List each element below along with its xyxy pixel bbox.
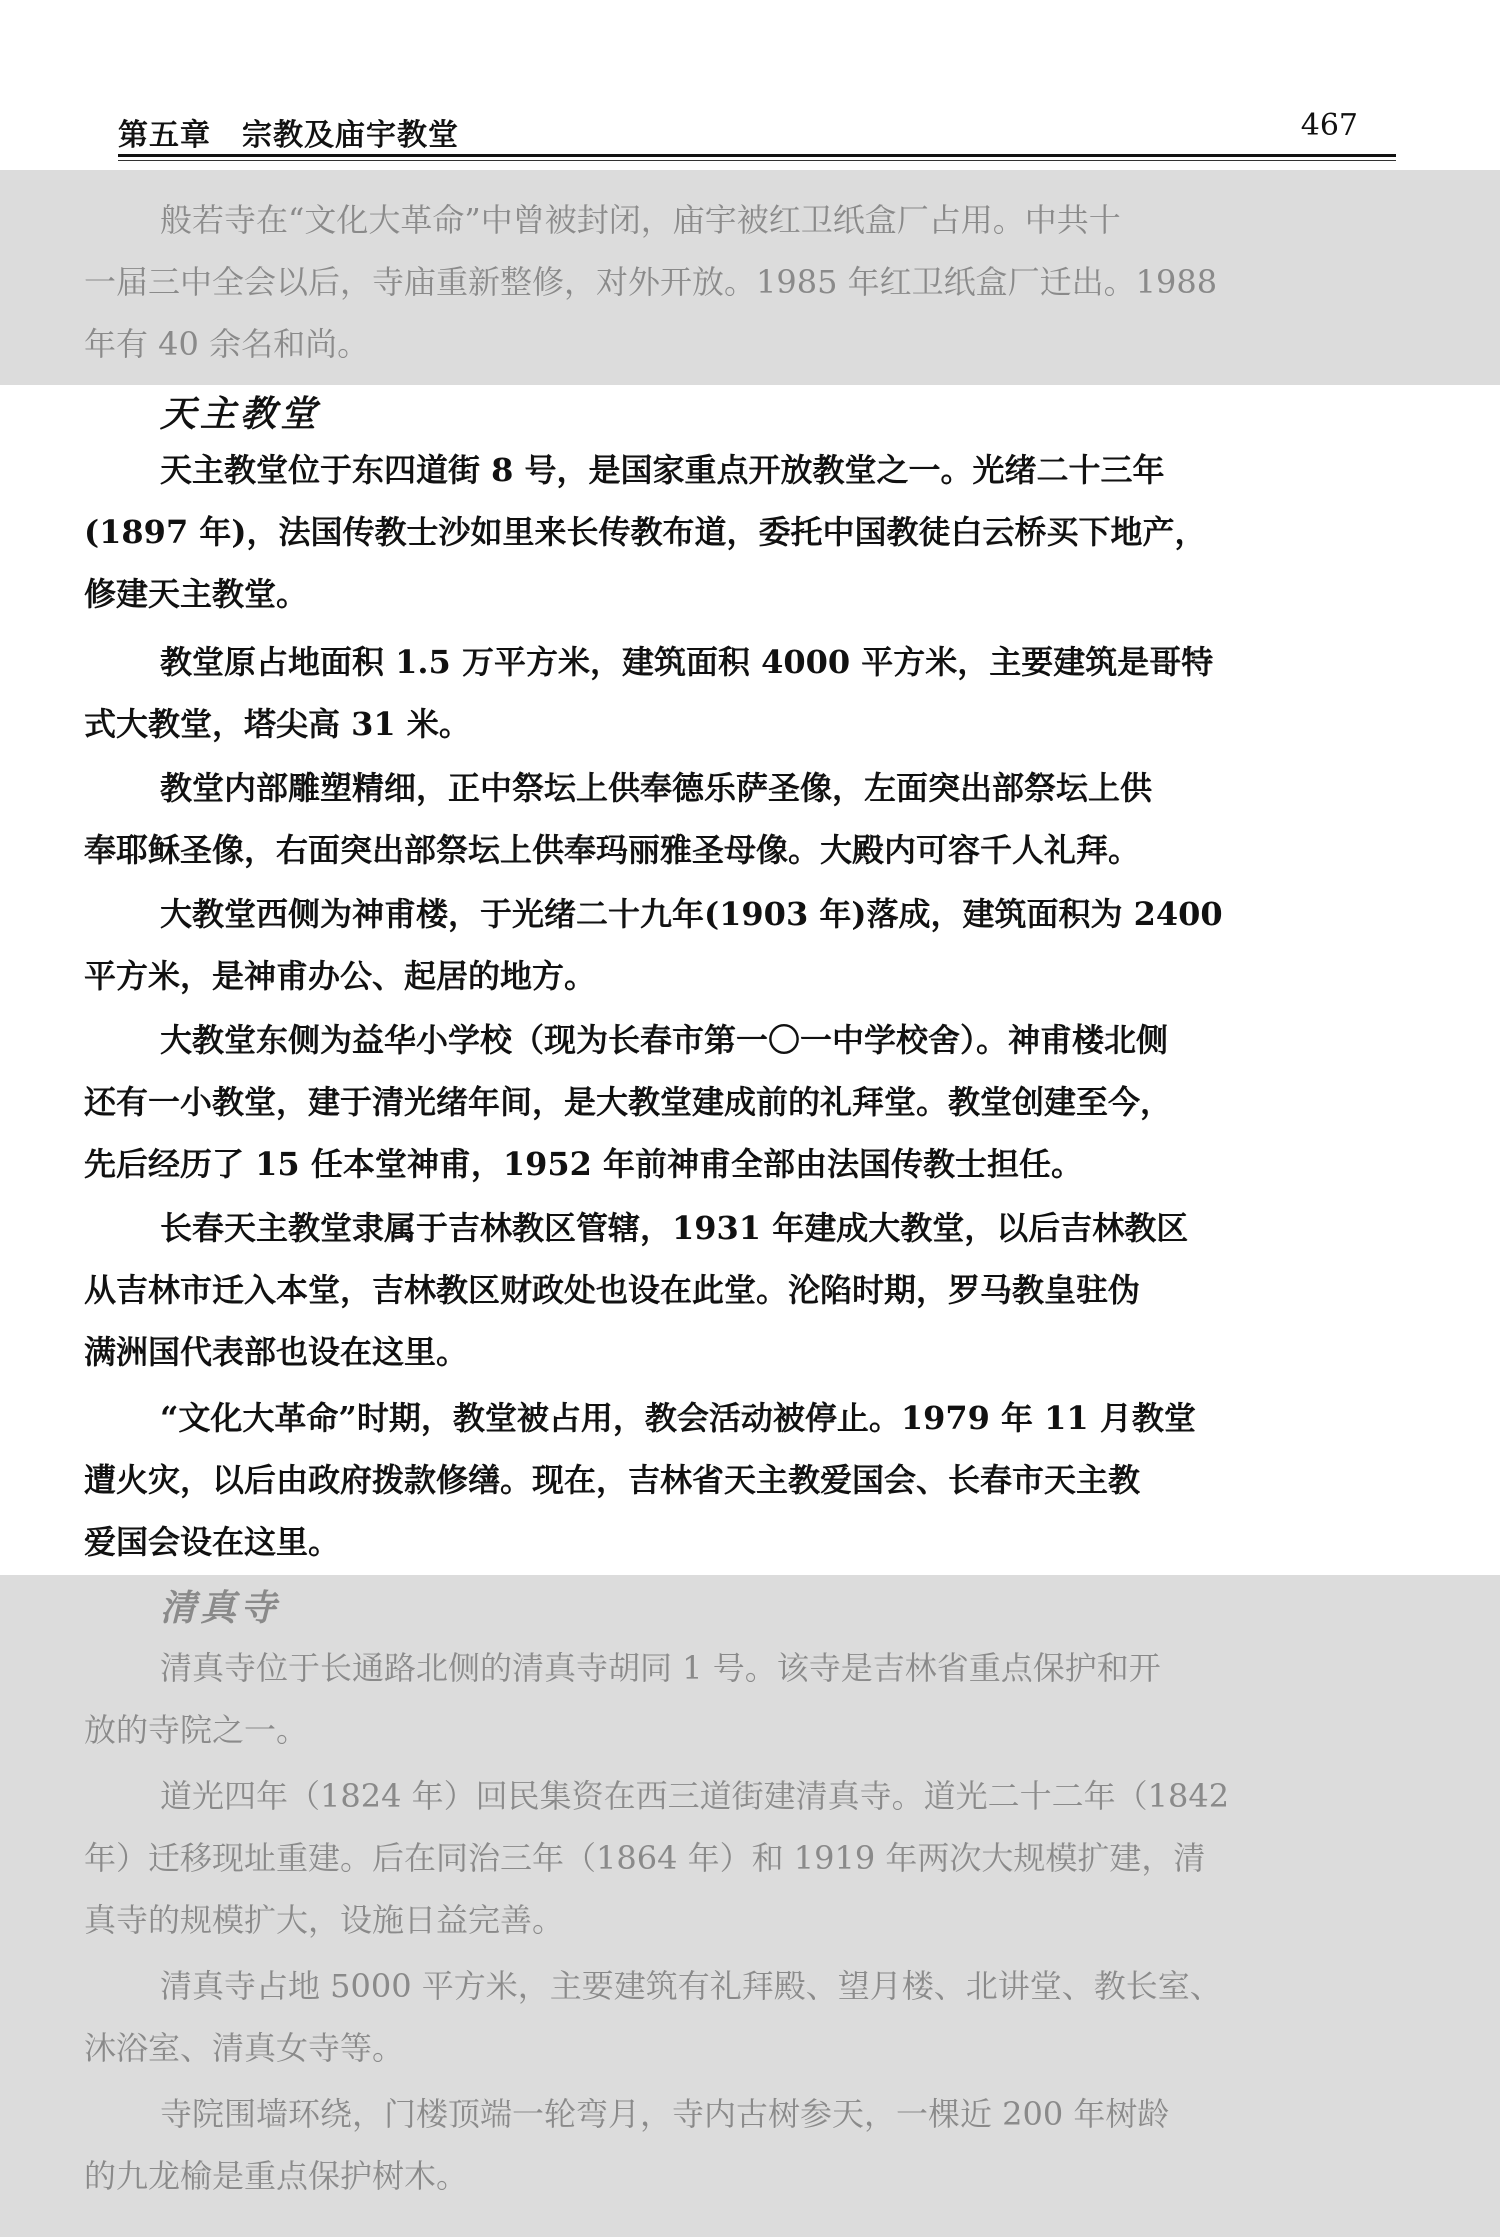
section-heading: 天主教堂 — [160, 393, 321, 435]
text-line: 长春天主教堂隶属于吉林教区管辖，1931 年建成大教堂，以后吉林教区 — [160, 1209, 1189, 1247]
text-line: 先后经历了 15 任本堂神甫，1952 年前神甫全部由法国传教士担任。 — [84, 1145, 1084, 1183]
text-line: 道光四年（1824 年）回民集资在西三道街建清真寺。道光二十二年（1842 — [160, 1777, 1230, 1815]
page-header — [118, 108, 1396, 154]
text-line: 式大教堂，塔尖高 31 米。 — [84, 705, 471, 743]
text-line: 大教堂西侧为神甫楼，于光绪二十九年(1903 年)落成，建筑面积为 2400 — [160, 895, 1223, 933]
text-line: 真寺的规模扩大，设施日益完善。 — [84, 1901, 565, 1939]
text-line: 教堂内部雕塑精细，正中祭坛上供奉德乐萨圣像，左面突出部祭坛上供 — [160, 769, 1153, 807]
text-line: 天主教堂位于东四道街 8 号，是国家重点开放教堂之一。光绪二十三年 — [160, 451, 1165, 489]
text-line: 的九龙榆是重点保护树木。 — [84, 2157, 469, 2195]
text-line: 平方米，是神甫办公、起居的地方。 — [84, 957, 597, 995]
text-line: 奉耶稣圣像，右面突出部祭坛上供奉玛丽雅圣母像。大殿内可容千人礼拜。 — [84, 831, 1141, 869]
text-line: 遭火灾，以后由政府拨款修缮。现在，吉林省天主教爱国会、长春市天主教 — [84, 1461, 1141, 1499]
text-line: “文化大革命”时期，教堂被占用，教会活动被停止。1979 年 11 月教堂 — [160, 1399, 1196, 1437]
text-line: 寺院围墙环绕，门楼顶端一轮弯月，寺内古树参天，一棵近 200 年树龄 — [160, 2095, 1170, 2133]
text-line: 般若寺在“文化大革命”中曾被封闭，庙宇被红卫纸盒厂占用。中共十 — [160, 201, 1121, 239]
text-line: 年有 40 余名和尚。 — [84, 325, 370, 363]
header-rule-thin — [118, 160, 1396, 161]
text-line: 大教堂东侧为益华小学校（现为长春市第一〇一中学校舍）。神甫楼北侧 — [160, 1021, 1169, 1059]
text-line: (1897 年)，法国传教士沙如里来长传教布道，委托中国教徒白云桥买下地产， — [84, 513, 1207, 551]
section-heading: 清真寺 — [160, 1587, 281, 1629]
text-line: 年）迁移现址重建。后在同治三年（1864 年）和 1919 年两次大规模扩建，清 — [84, 1839, 1206, 1877]
page-number: 467 — [1300, 108, 1358, 143]
text-line: 教堂原占地面积 1.5 万平方米，建筑面积 4000 平方米，主要建筑是哥特 — [160, 643, 1214, 681]
text-line: 爱国会设在这里。 — [84, 1523, 341, 1561]
text-line: 清真寺占地 5000 平方米，主要建筑有礼拜殿、望月楼、北讲堂、教长室、 — [160, 1967, 1222, 2005]
text-line: 修建天主教堂。 — [84, 575, 309, 613]
header-rule-thick — [118, 154, 1396, 157]
text-line: 放的寺院之一。 — [84, 1711, 309, 1749]
chapter-title: 第五章 宗教及庙宇教堂 — [118, 118, 459, 153]
text-line: 还有一小教堂，建于清光绪年间，是大教堂建成前的礼拜堂。教堂创建至今， — [84, 1083, 1173, 1121]
text-line: 满洲国代表部也设在这里。 — [84, 1333, 469, 1371]
text-line: 一届三中全会以后，寺庙重新整修，对外开放。1985 年红卫纸盒厂迁出。1988 — [84, 263, 1218, 301]
text-line: 从吉林市迁入本堂，吉林教区财政处也设在此堂。沦陷时期，罗马教皇驻伪 — [84, 1271, 1141, 1309]
text-line: 沐浴室、清真女寺等。 — [84, 2029, 405, 2067]
text-line: 清真寺位于长通路北侧的清真寺胡同 1 号。该寺是吉林省重点保护和开 — [160, 1649, 1161, 1687]
